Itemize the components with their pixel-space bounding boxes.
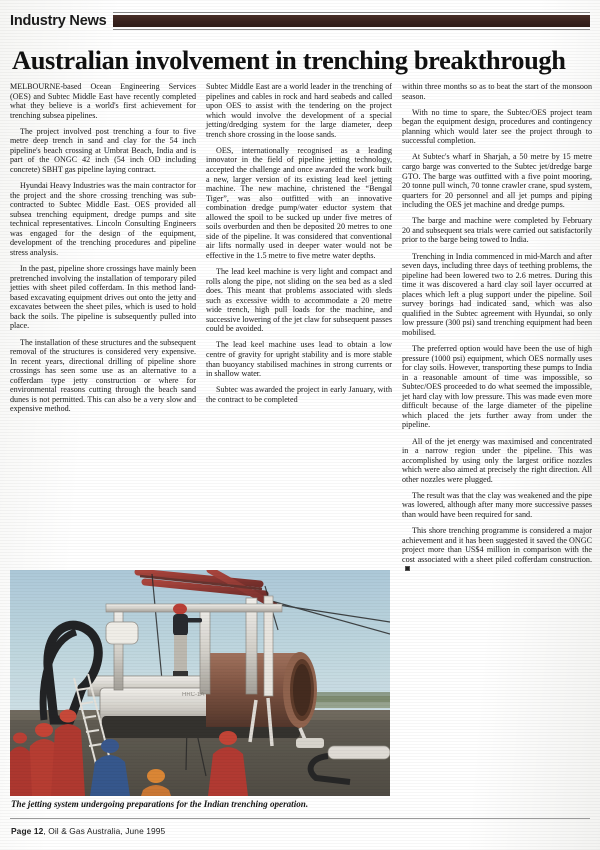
text-column-1 bbox=[10, 82, 196, 420]
photo-image bbox=[10, 570, 390, 796]
end-mark-icon bbox=[405, 566, 410, 571]
paragraph: With no time to spare, the Subtec/OES project team began the equipment design, procedures and contingency planning which would later see the project through to successful completion. bbox=[402, 107, 592, 146]
footer-page-number: Page 12 bbox=[11, 826, 44, 836]
footer-publication: , Oil & Gas Australia, June 1995 bbox=[43, 826, 166, 836]
paragraph: Subtec Middle East are a world leader in the trenching of pipelines and cables in rock and hard seabeds and called upon OES to assist with the tendering on the project which would involve the development of a special jetting/dredging system for the large diameter, deep trench shore crossing in the loose sands. bbox=[206, 82, 392, 139]
svg-text:HRC-1A: HRC-1A bbox=[182, 692, 205, 698]
page-footer bbox=[11, 826, 165, 836]
masthead-rule-bar bbox=[113, 12, 590, 30]
section-kicker: Industry News bbox=[10, 12, 107, 29]
paragraph: The project involved post trenching a four to five metre deep trench in sand and clay for the 54 inch pipeline's beach crossing at Umbrat Beach, India and is part of the ONGC 42 inch (54 inch OD including concrete) SBHT gas pipeline laying contract. bbox=[10, 126, 196, 174]
paragraph: OES, internationally recognised as a leading innovator in the field of pipeline jetting technology, accepted the challenge and once awarded the work built a new, larger version of its existing lead keel jetting machine. The new machine, christened the “Bengal Tiger”, was also outfitted with an innovative combination dredge pump/water eductor system that allowed the spoil to be sucked up under five metres of soils overburden and then be deposited 20 metres to one side of the pipeline. It was considered that conventional air lifts normally used in deeper water would not be effective in the 1.5 metre to five metre water depths. bbox=[206, 145, 392, 260]
masthead-bar-fill bbox=[113, 15, 590, 27]
paragraph: within three months so as to beat the start of the monsoon season. bbox=[402, 82, 592, 101]
paragraph: Subtec was awarded the project in early January, with the contract to be completed bbox=[206, 385, 392, 404]
article-photo bbox=[10, 570, 390, 796]
paragraph: The barge and machine were completed by February 20 and subsequent sea trials were carried out satisfactorily prior to the barge being towed to India. bbox=[402, 216, 592, 245]
text-column-2 bbox=[206, 82, 392, 411]
paragraph: In the past, pipeline shore crossings have mainly been pretrenched involving the installation of temporary piled jetties with sheet piled cofferdam. In this method land-based excavating equipment drives out onto the jetty and excavates between the sheet piles, which is used to hold back the soils. The pipeline is subsequently pulled into place. bbox=[10, 264, 196, 331]
paragraph: All of the jet energy was maximised and concentrated in a narrow region under the pipeline. This was accomplished by using only the largest orifice nozzles which were also aimed at precisely the right direction. All other nozzles were plugged. bbox=[402, 436, 592, 484]
paragraph: Trenching in India commenced in mid-March and after seven days, including three days of teething problems, the pipeline had been lowered two to 2.6 metres. During this time it was discovered a hard clay soil layer occurred at places which left a plug support under the pipeline. Soil survey borings had indicated sand, which was also qualified in the Subtec agreement with Hyundai, so only low pressure (300 psi) sand trenching equipment had been mobilised. bbox=[402, 251, 592, 337]
paragraph: The lead keel machine uses lead to obtain a low centre of gravity for upright stability and is more stable than buoyancy stabilised machines in strong currents or in shallow water. bbox=[206, 340, 392, 379]
paragraph-text: This shore trenching programme is considered a major achievement and it has been suggested it saved the ONGC project more than US$4 million in comparison with the cost associated with a sheet piled cofferdam construction. bbox=[402, 526, 592, 564]
article-headline: Australian involvement in trenching breakthrough bbox=[12, 44, 566, 75]
photo-illustration bbox=[10, 570, 390, 796]
masthead bbox=[10, 10, 590, 32]
paragraph: The preferred option would have been the use of high pressure (1000 psi) equipment, which OES normally uses for clay soils. However, transporting these pumps to India in a reasonable amount of time was impossible, so Subtec/OES proceeded to do what seemed the impossible, jet hard clay with low pressure. This was made even more difficult because of the large diameter of the pipeline which placed the jets further away from under the pipeline. bbox=[402, 344, 592, 430]
paragraph-final bbox=[402, 526, 592, 574]
paragraph: MELBOURNE-based Ocean Engineering Services (OES) and Subtec Middle East have recently completed what they believe is a world's first achievement for trenching subsea pipelines. bbox=[10, 82, 196, 120]
paragraph: The lead keel machine is very light and compact and rolls along the pipe, not sliding on the sea bed as a sled does. This meant that problems associated with sleds such as excessive width to accommodate a 20 metre wide trench, high pull loads for the machine, and successive lowering of the jet claw for subsequent passes could be avoided. bbox=[206, 267, 392, 334]
paragraph: At Subtec's wharf in Sharjah, a 50 metre by 15 metre cargo barge was converted to the Subtec jet/dredge barge GTO. The barge was outfitted with a five point mooring, 20 tonne pull winch, 70 tonne crawler crane, spud system, quarters for 20 personnel and all jet pumps and piping including the OES jet machine and dredge pumps. bbox=[402, 152, 592, 210]
paragraph: Hyundai Heavy Industries was the main contractor for the project and the shore crossing trenching was sub-contracted to Subtec Middle East. OES provided all subsea trenching equipment, dredge pumps and site technical representatives. Lincoln Consulting Engineers was engaged for the design of the equipment, development of the trenching procedures and pipeline stress analysis. bbox=[10, 181, 196, 257]
footer-divider bbox=[10, 818, 590, 819]
paragraph: The result was that the clay was weakened and the pipe was lowered, although after many more successive passes than would have been required for sand. bbox=[402, 490, 592, 520]
photo-caption: The jetting system undergoing preparations for the Indian trenching operation. bbox=[11, 799, 309, 809]
paragraph: The installation of these structures and the subsequent removal of the structures is considered very expensive. In recent years, directional drilling of pipeline shore crossings has seen some use as an alternative to a cofferdam type jetty construction or where for environmental reasons cutting through the beach sand dunes is not permitted. This can also be a very slow and expensive method. bbox=[10, 337, 196, 414]
text-column-3 bbox=[402, 82, 592, 581]
